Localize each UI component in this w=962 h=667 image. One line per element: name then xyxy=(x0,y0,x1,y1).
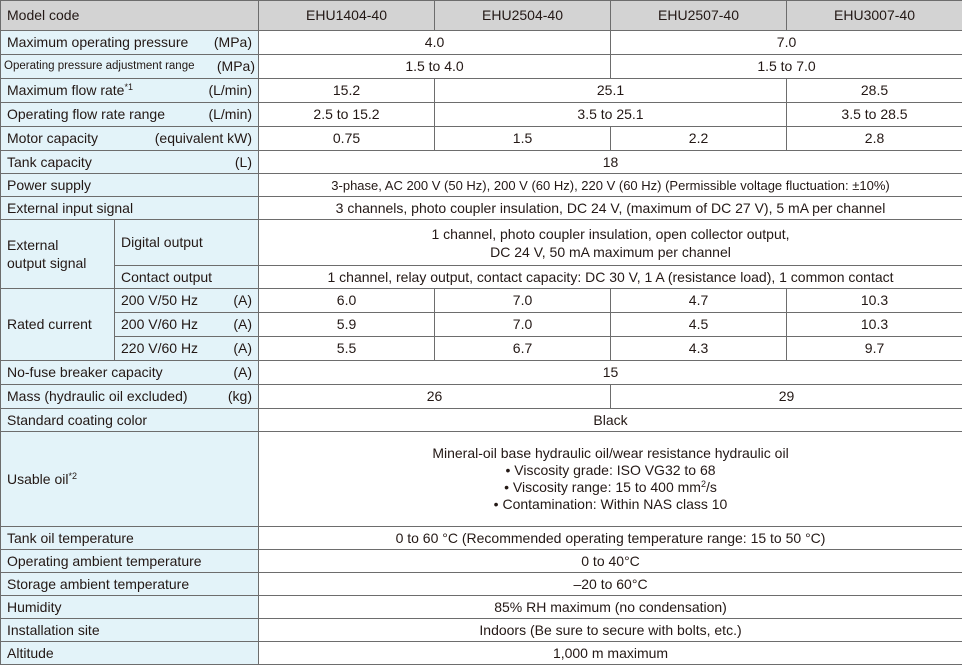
max-flow-note: *1 xyxy=(124,82,133,92)
rated-current-3-value-4: 9.7 xyxy=(787,337,962,361)
rated-current-2-value-3: 4.5 xyxy=(611,313,787,337)
tank-capacity-label: Tank capacity xyxy=(7,153,92,170)
rated-current-row-1 xyxy=(1,289,962,313)
max-pressure-value-1: 4.0 xyxy=(259,31,611,55)
external-output-label xyxy=(1,220,115,289)
external-input-value: 3 channels, photo coupler insulation, DC 24 V, (maximum of DC 27 V), 5 mA per channel xyxy=(259,197,962,220)
installation-site-row xyxy=(1,619,962,642)
max-pressure-unit: (MPa) xyxy=(213,34,253,50)
mass-row xyxy=(1,385,962,409)
installation-site-value: Indoors (Be sure to secure with bolts, etc.) xyxy=(259,619,962,642)
coating-row xyxy=(1,409,962,432)
external-output-label-line2: output signal xyxy=(7,255,87,271)
flow-range-label: Operating flow rate range xyxy=(7,106,165,122)
contact-output-value: 1 channel, relay output, contact capacity: DC 30 V, 1 A (resistance load), 1 common contact xyxy=(259,266,962,289)
digital-output-row xyxy=(1,220,962,266)
rated-current-2-value-4: 10.3 xyxy=(787,313,962,337)
rated-current-condition-2: 200 V/60 Hz xyxy=(121,316,199,332)
breaker-value: 15 xyxy=(259,361,962,385)
rated-current-3-value-3: 4.3 xyxy=(611,337,787,361)
rated-current-1-value-4: 10.3 xyxy=(787,289,962,313)
power-supply-row xyxy=(1,174,962,197)
max-flow-unit: (L/min) xyxy=(208,82,253,98)
flow-range-unit: (L/min) xyxy=(208,106,253,122)
mass-value-2: 29 xyxy=(611,385,962,409)
pressure-adjustment-value-1: 1.5 to 4.0 xyxy=(259,55,611,79)
coating-label: Standard coating color xyxy=(1,409,259,432)
breaker-unit: (A) xyxy=(233,364,253,380)
breaker-label: No-fuse breaker capacity xyxy=(7,364,163,380)
ambient-temp-row xyxy=(1,550,962,573)
tank-capacity-unit: (L) xyxy=(234,153,253,170)
storage-temp-label: Storage ambient temperature xyxy=(1,573,259,596)
rated-current-condition-1: 200 V/50 Hz xyxy=(121,292,199,308)
contact-output-label: Contact output xyxy=(115,266,259,289)
motor-capacity-row xyxy=(1,127,962,151)
external-output-label-line1: External xyxy=(7,237,59,253)
tank-capacity-row xyxy=(1,151,962,174)
humidity-label: Humidity xyxy=(1,596,259,619)
motor-capacity-value-4: 2.8 xyxy=(787,127,962,151)
rated-current-2-value-2: 7.0 xyxy=(435,313,611,337)
rated-current-unit-3: (A) xyxy=(233,340,253,356)
usable-oil-line3: • Viscosity range: 15 to 400 $mm^2/s$ xyxy=(504,479,717,495)
max-pressure-value-2: 7.0 xyxy=(611,31,962,55)
ambient-temp-value: 0 to 40°C xyxy=(259,550,962,573)
rated-current-unit-2: (A) xyxy=(233,316,253,332)
digital-output-label: Digital output xyxy=(115,220,259,266)
coating-value: Black xyxy=(259,409,962,432)
motor-capacity-label: Motor capacity xyxy=(7,130,99,146)
altitude-row xyxy=(1,642,962,665)
motor-capacity-value-3: 2.2 xyxy=(611,127,787,151)
usable-oil-line1: Mineral-oil base hydraulic oil/wear resistance hydraulic oil xyxy=(432,445,789,461)
rated-current-1-value-1: 6.0 xyxy=(259,289,435,313)
power-supply-label: Power supply xyxy=(1,174,259,197)
pressure-adjustment-value-2: 1.5 to 7.0 xyxy=(611,55,962,79)
tank-capacity-value: 18 xyxy=(259,151,962,174)
model-header-1: EHU1404-40 xyxy=(259,1,435,31)
usable-oil-note: *2 xyxy=(68,470,77,481)
tank-oil-temp-label: Tank oil temperature xyxy=(1,527,259,550)
pressure-adjustment-row xyxy=(1,55,962,79)
motor-capacity-unit: (equivalent kW) xyxy=(154,130,253,146)
rated-current-3-value-2: 6.7 xyxy=(435,337,611,361)
digital-output-line2: DC 24 V, 50 mA maximum per channel xyxy=(490,243,731,260)
model-header-3: EHU2507-40 xyxy=(611,1,787,31)
model-header-4: EHU3007-40 xyxy=(787,1,962,31)
max-pressure-row xyxy=(1,31,962,55)
usable-oil-line2: • Viscosity grade: ISO VG32 to 68 xyxy=(505,462,716,478)
flow-range-value-3: 3.5 to 28.5 xyxy=(787,103,962,127)
max-flow-row xyxy=(1,79,962,103)
usable-oil-line4: • Contamination: Within NAS class 10 xyxy=(493,496,728,512)
humidity-row xyxy=(1,596,962,619)
mass-unit: (kg) xyxy=(227,388,253,404)
digital-output-line1: 1 channel, photo coupler insulation, open collector output, xyxy=(431,225,790,242)
flow-range-value-1: 2.5 to 15.2 xyxy=(259,103,435,127)
rated-current-condition-3: 220 V/60 Hz xyxy=(121,340,199,356)
ambient-temp-label: Operating ambient temperature xyxy=(1,550,259,573)
contact-output-row xyxy=(1,266,962,289)
digital-output-value xyxy=(259,220,962,266)
humidity-value: 85% RH maximum (no condensation) xyxy=(259,596,962,619)
max-flow-value-1: 15.2 xyxy=(259,79,435,103)
rated-current-2-value-1: 5.9 xyxy=(259,313,435,337)
rated-current-label: Rated current xyxy=(1,289,115,361)
usable-oil-label: Usable oil xyxy=(7,470,69,487)
external-input-row xyxy=(1,197,962,220)
model-code-header: Model code xyxy=(1,1,259,31)
motor-capacity-value-2: 1.5 xyxy=(435,127,611,151)
rated-current-1-value-3: 4.7 xyxy=(611,289,787,313)
mass-value-1: 26 xyxy=(259,385,611,409)
max-flow-value-2: 25.1 xyxy=(435,79,787,103)
tank-oil-temp-row xyxy=(1,527,962,550)
breaker-row xyxy=(1,361,962,385)
flow-range-value-2: 3.5 to 25.1 xyxy=(435,103,787,127)
rated-current-1-value-2: 7.0 xyxy=(435,289,611,313)
rated-current-3-value-1: 5.5 xyxy=(259,337,435,361)
model-header-2: EHU2504-40 xyxy=(435,1,611,31)
altitude-label: Altitude xyxy=(1,642,259,665)
max-pressure-label: Maximum operating pressure xyxy=(7,34,189,50)
pressure-adjustment-unit: (MPa) xyxy=(216,58,256,74)
usable-oil-value xyxy=(259,432,962,527)
mass-label: Mass (hydraulic oil excluded) xyxy=(7,388,188,404)
rated-current-unit-1: (A) xyxy=(233,292,253,308)
header-row xyxy=(1,1,962,31)
storage-temp-value: –20 to 60°C xyxy=(259,573,962,596)
max-flow-value-3: 28.5 xyxy=(787,79,962,103)
rated-current-row-3 xyxy=(1,337,962,361)
tank-oil-temp-value: 0 to 60 °C (Recommended operating temperature range: 15 to 50 °C) xyxy=(259,527,962,550)
external-input-label: External input signal xyxy=(1,197,259,220)
motor-capacity-value-1: 0.75 xyxy=(259,127,435,151)
flow-range-row xyxy=(1,103,962,127)
storage-temp-row xyxy=(1,573,962,596)
pressure-adjustment-label: Operating pressure adjustment range xyxy=(4,60,195,72)
altitude-value: 1,000 m maximum xyxy=(259,642,962,665)
max-flow-label: Maximum flow rate xyxy=(7,82,125,98)
rated-current-row-2 xyxy=(1,313,962,337)
usable-oil-row xyxy=(1,432,962,527)
installation-site-label: Installation site xyxy=(1,619,259,642)
power-supply-value: 3-phase, AC 200 V (50 Hz), 200 V (60 Hz), 220 V (60 Hz) (Permissible voltage fluctuation: ±10%) xyxy=(259,174,962,197)
